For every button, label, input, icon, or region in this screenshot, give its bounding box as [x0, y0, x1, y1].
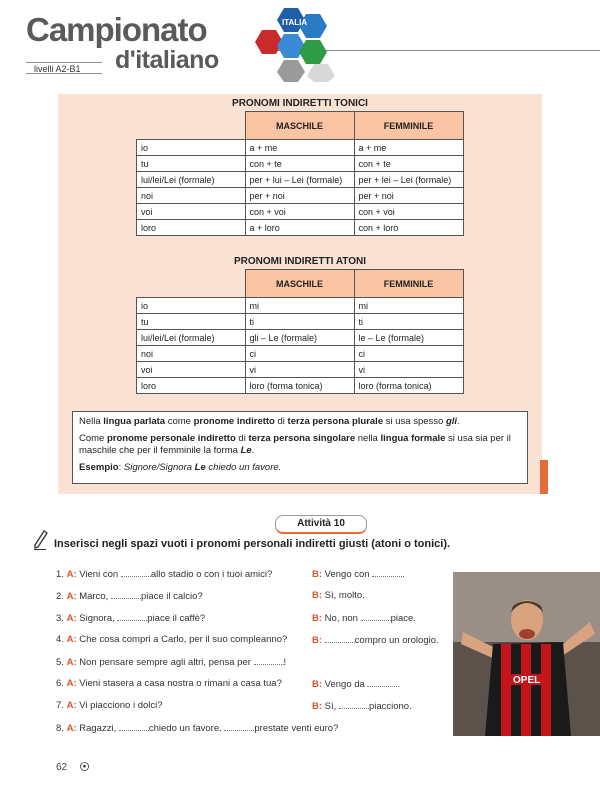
speaker-a-label: A:	[66, 569, 77, 580]
shirt-sponsor-text: OPEL	[513, 675, 541, 686]
note-text: .	[457, 416, 460, 427]
exercise-item	[56, 590, 365, 602]
speaker-b-label: B:	[312, 590, 323, 601]
exercise-item	[56, 700, 412, 712]
answer-text: .	[402, 569, 405, 580]
note-text: come	[165, 416, 194, 427]
answer-text: .	[397, 679, 401, 690]
note-bold: lingua formale	[380, 433, 446, 444]
note-text: Nella	[79, 416, 104, 427]
question-text: chiedo un favore.	[148, 723, 225, 734]
item-number: 1.	[56, 569, 64, 580]
item-number: 3.	[56, 613, 64, 624]
answer-text: No, non	[324, 613, 361, 624]
blank-field[interactable]	[224, 722, 254, 731]
note-bold-italic: Le	[194, 462, 206, 473]
box-accent	[540, 460, 548, 494]
tonici-title: PRONOMI INDIRETTI TONICI	[232, 98, 368, 109]
femminile-cell: ti	[354, 314, 463, 330]
answer-text: Sì, molto.	[324, 590, 365, 601]
answer-text: Sì,	[324, 701, 339, 712]
footballer-photo	[453, 572, 600, 736]
exercise-item	[56, 678, 401, 690]
note-text: di	[274, 416, 288, 427]
item-number: 2.	[56, 591, 64, 602]
maschile-cell: a + loro	[245, 220, 354, 236]
item-number: 7.	[56, 700, 64, 711]
logo-text: ITALIA	[282, 18, 308, 27]
answer-text: Vengo da	[324, 679, 368, 690]
note-bold: Esempio	[79, 462, 119, 473]
table-row	[137, 220, 464, 236]
speaker-a-label: A:	[66, 723, 77, 734]
speaker-a-label: A:	[66, 700, 77, 711]
speaker-b-label: B:	[312, 613, 323, 624]
page-number: 62	[56, 762, 68, 773]
table-row	[137, 346, 464, 362]
item-number: 6.	[56, 678, 64, 689]
note-text: si usa sia per il maschile che per il femminile la forma	[79, 433, 511, 456]
table-row	[137, 156, 464, 172]
answer-text: piacciono.	[368, 701, 412, 712]
soccer-ball-icon	[80, 762, 89, 771]
exercise-item	[56, 722, 338, 734]
note-text: si usa spesso	[383, 416, 446, 427]
pencil-icon	[34, 530, 48, 550]
pronoun-cell: noi	[137, 346, 246, 362]
pronoun-cell: voi	[137, 362, 246, 378]
blank-field[interactable]	[325, 634, 355, 643]
activity-badge: Attività 10	[275, 515, 367, 534]
maschile-cell: ti	[245, 314, 354, 330]
pronoun-cell: io	[137, 298, 246, 314]
blank-field[interactable]	[119, 722, 149, 731]
blank-field[interactable]	[121, 568, 151, 577]
atoni-title: PRONOMI INDIRETTI ATONI	[233, 256, 367, 267]
question-text: piace il caffè?	[147, 613, 206, 624]
maschile-cell: con + voi	[245, 204, 354, 220]
table-row	[137, 188, 464, 204]
book-subtitle: d'italiano	[115, 46, 219, 74]
maschile-cell: per + noi	[245, 188, 354, 204]
note-bold-italic: Le	[240, 445, 252, 456]
speaker-b-label: B:	[312, 569, 323, 580]
question-text: Signora,	[79, 613, 118, 624]
header-femminile: FEMMINILE	[354, 112, 463, 140]
question-text: prestate venti euro?	[254, 723, 339, 734]
atoni-table	[136, 269, 464, 394]
question-text: Ragazzi,	[79, 723, 119, 734]
blank-field[interactable]	[361, 612, 391, 621]
femminile-cell: loro (forma tonica)	[354, 378, 463, 394]
speaker-b-label: B:	[312, 701, 323, 712]
table-row	[137, 314, 464, 330]
speaker-a-label: A:	[66, 678, 77, 689]
question-text: allo stadio o con i tuoi amici?	[150, 569, 273, 580]
header-femminile: FEMMINILE	[354, 270, 463, 298]
activity-instruction: Inserisci negli spazi vuoti i pronomi personali indiretti giusti (atoni o tonici).	[54, 538, 451, 550]
note-paragraph-3	[79, 462, 521, 474]
answer-text: compro un orologio.	[354, 635, 439, 646]
note-bold: terza persona singolare	[248, 433, 356, 444]
table-row	[137, 204, 464, 220]
pronoun-cell: loro	[137, 378, 246, 394]
femminile-cell: ci	[354, 346, 463, 362]
pronoun-cell: io	[137, 140, 246, 156]
blank-field[interactable]	[367, 678, 397, 687]
speaker-b-label: B:	[312, 635, 323, 646]
pronoun-cell: noi	[137, 188, 246, 204]
answer-text: piace.	[390, 613, 416, 624]
note-text: .	[251, 445, 255, 456]
maschile-cell: a + me	[245, 140, 354, 156]
note-text: Come	[79, 433, 107, 444]
maschile-cell: gli – Le (formale)	[245, 330, 354, 346]
blank-field[interactable]	[254, 656, 284, 665]
grammar-note	[72, 411, 528, 484]
maschile-cell: per + lui – Lei (formale)	[245, 172, 354, 188]
pronoun-cell: lui/lei/Lei (formale)	[137, 172, 246, 188]
table-row	[137, 172, 464, 188]
blank-cell	[137, 112, 246, 140]
speaker-a-label: A:	[66, 634, 77, 645]
level-label: livelli A2-B1	[26, 62, 102, 74]
blank-field[interactable]	[117, 612, 147, 621]
answer-text: Vengo con	[324, 569, 373, 580]
pronoun-cell: tu	[137, 314, 246, 330]
femminile-cell: per + lei – Lei (formale)	[354, 172, 463, 188]
note-bold-italic: gli	[445, 416, 458, 427]
maschile-cell: ci	[245, 346, 354, 362]
table-row	[137, 362, 464, 378]
exercise-item	[56, 656, 286, 668]
item-number: 5.	[56, 657, 64, 668]
femminile-cell: vi	[354, 362, 463, 378]
book-title: Campionato	[26, 11, 207, 48]
note-text: :	[118, 462, 124, 473]
question-text: Vieni con	[79, 569, 121, 580]
note-paragraph-2	[79, 433, 521, 457]
question-text: Che cosa compri a Carlo, per il suo compleanno?	[79, 634, 288, 645]
femminile-cell: con + te	[354, 156, 463, 172]
tonici-table	[136, 111, 464, 236]
item-number: 8.	[56, 723, 64, 734]
header-maschile: MASCHILE	[245, 112, 354, 140]
blank-field[interactable]	[111, 590, 141, 599]
item-number: 4.	[56, 634, 64, 645]
femminile-cell: con + voi	[354, 204, 463, 220]
note-bold: lingua parlata	[103, 416, 166, 427]
maschile-cell: loro (forma tonica)	[245, 378, 354, 394]
exercise-item	[56, 612, 416, 624]
note-text: nella	[355, 433, 381, 444]
question-text: Marco,	[79, 591, 111, 602]
femminile-cell: le – Le (formale)	[354, 330, 463, 346]
exercise-item	[56, 568, 405, 580]
note-paragraph-1	[79, 416, 521, 428]
question-text: piace il calcio?	[140, 591, 203, 602]
pronoun-cell: loro	[137, 220, 246, 236]
speaker-b-label: B:	[312, 679, 323, 690]
speaker-a-label: A:	[66, 613, 77, 624]
question-text: Vi piacciono i dolci?	[79, 700, 163, 711]
question-text: !	[283, 657, 287, 668]
maschile-cell: con + te	[245, 156, 354, 172]
question-text: Non pensare sempre agli altri, pensa per	[79, 657, 254, 668]
note-italic: chiedo un favore.	[205, 462, 282, 473]
note-bold: pronome personale indiretto	[106, 433, 236, 444]
pronoun-cell: lui/lei/Lei (formale)	[137, 330, 246, 346]
femminile-cell: per + noi	[354, 188, 463, 204]
header-maschile: MASCHILE	[245, 270, 354, 298]
pronoun-cell: voi	[137, 204, 246, 220]
question-text: Vieni stasera a casa nostra o rimani a casa tua?	[79, 678, 282, 689]
exercise-item	[56, 634, 439, 646]
femminile-cell: mi	[354, 298, 463, 314]
femminile-cell: a + me	[354, 140, 463, 156]
femminile-cell: con + loro	[354, 220, 463, 236]
table-row	[137, 330, 464, 346]
table-row	[137, 378, 464, 394]
note-text: di	[235, 433, 249, 444]
blank-field[interactable]	[339, 700, 369, 709]
maschile-cell: vi	[245, 362, 354, 378]
note-bold: terza persona plurale	[287, 416, 384, 427]
note-bold: pronome indiretto	[193, 416, 275, 427]
pronoun-cell: tu	[137, 156, 246, 172]
blank-field[interactable]	[372, 568, 402, 577]
note-italic: Signore/Signora	[123, 462, 195, 473]
table-row	[137, 298, 464, 314]
maschile-cell: mi	[245, 298, 354, 314]
speaker-a-label: A:	[66, 657, 77, 668]
blank-cell	[137, 270, 246, 298]
table-row	[137, 140, 464, 156]
speaker-a-label: A:	[66, 591, 77, 602]
hexagon-logo	[254, 6, 344, 82]
